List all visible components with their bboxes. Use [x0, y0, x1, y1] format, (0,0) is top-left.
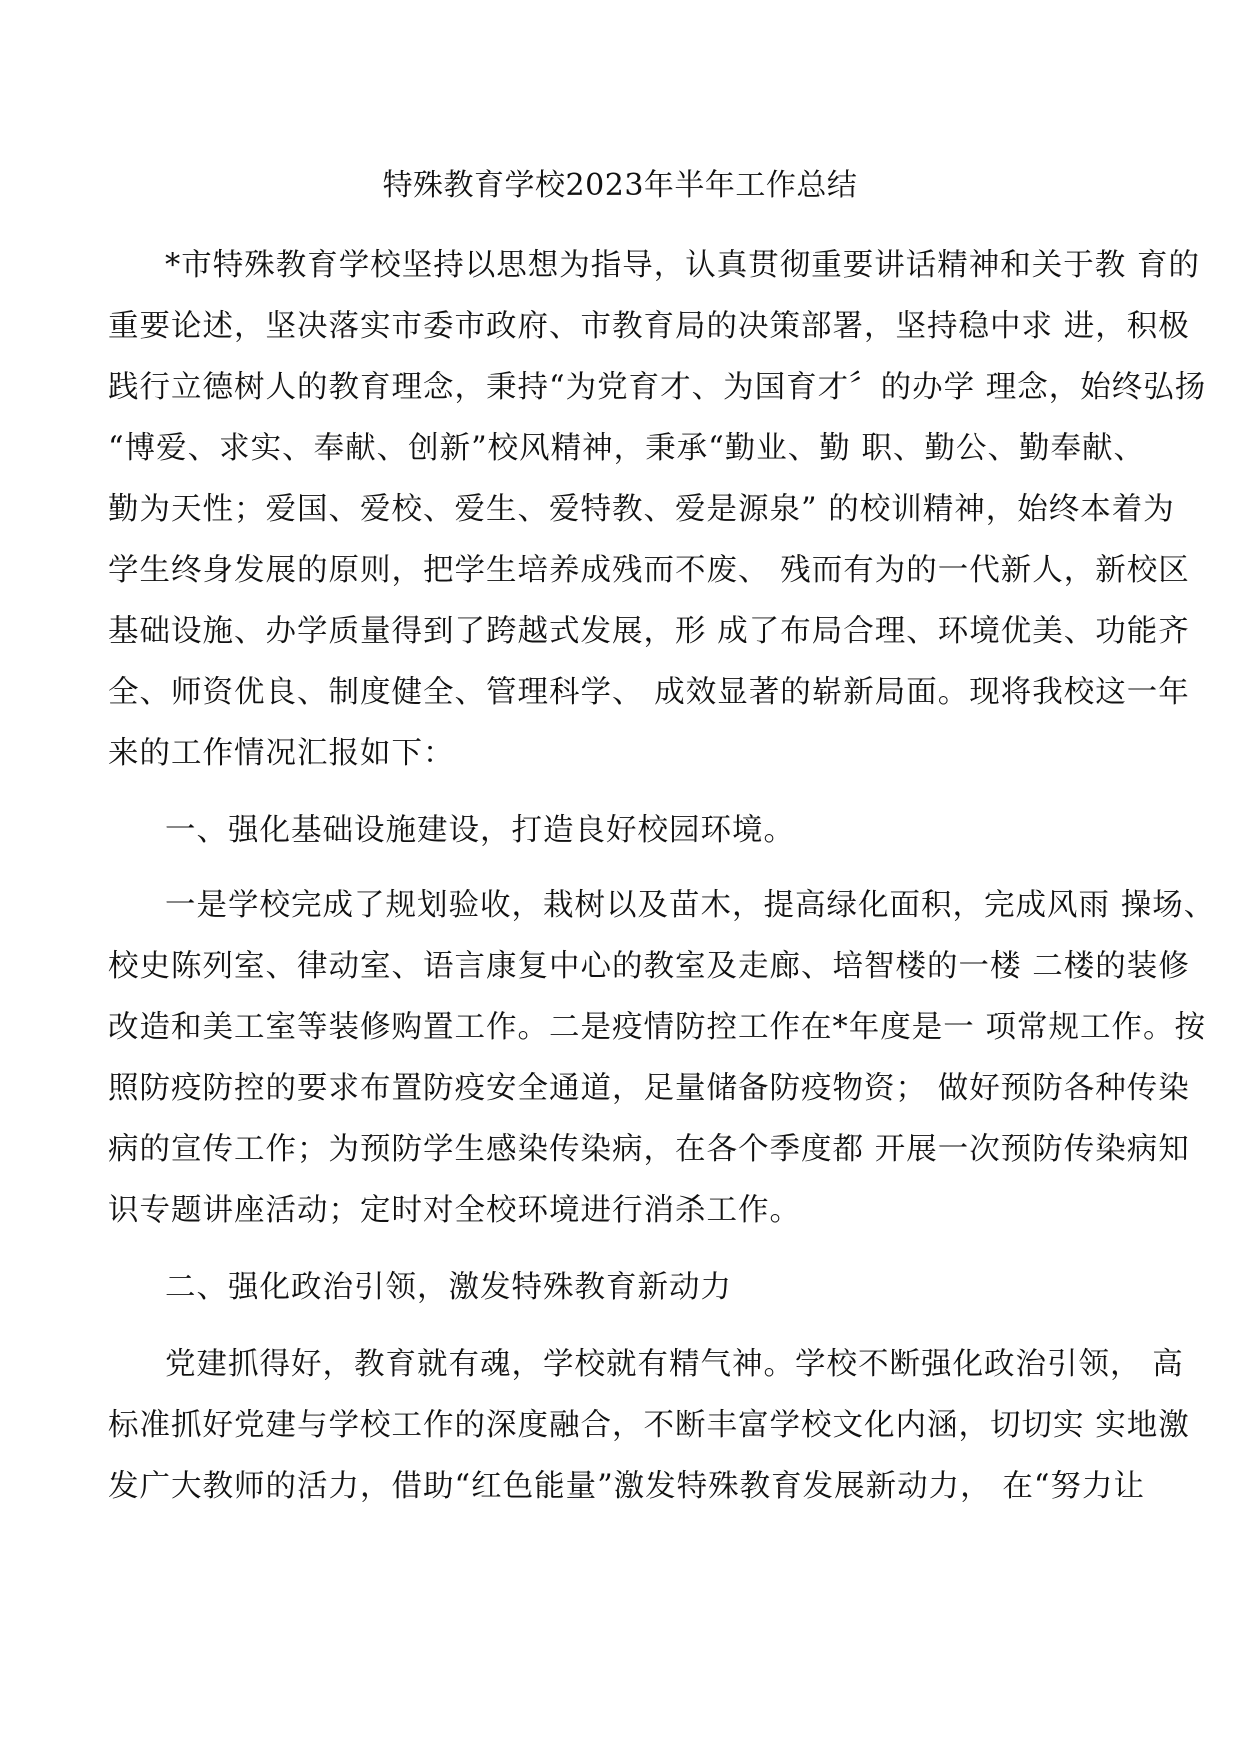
- paragraph-line: 一是学校完成了规划验收，栽树以及苗木，提高绿化面积，完成风雨 操场、: [165, 888, 1216, 923]
- paragraph-line: 改造和美工室等装修购置工作。二是疫情防控工作在*年度是一 项常规工作。按: [108, 1010, 1206, 1045]
- section-heading: 二、强化政治引领，激发特殊教育新动力: [165, 1270, 732, 1305]
- paragraph-line: 识专题讲座活动；定时对全校环境进行消杀工作。: [108, 1193, 801, 1228]
- document-title: 特殊教育学校2023年半年工作总结: [382, 168, 858, 203]
- paragraph-line: 重要论述，坚决落实市委市政府、市教育局的决策部署，坚持稳中求 进，积极: [108, 309, 1190, 344]
- paragraph-line: 发广大教师的活力，借助“红色能量”激发特殊教育发展新动力， 在“努力让: [108, 1469, 1145, 1504]
- section-heading: 一、强化基础设施建设，打造良好校园环境。: [165, 813, 795, 848]
- paragraph-line: “博爱、求实、奉献、创新”校风精神，秉承“勤业、勤 职、勤公、勤奉献、: [108, 431, 1145, 466]
- paragraph-line: 照防疫防控的要求布置防疫安全通道，足量储备防疫物资； 做好预防各种传染: [108, 1071, 1190, 1106]
- paragraph-line: 标准抓好党建与学校工作的深度融合，不断丰富学校文化内涵，切切实 实地激: [108, 1408, 1190, 1443]
- paragraph-line: *市特殊教育学校坚持以思想为指导，认真贯彻重要讲话精神和关于教 育的: [165, 248, 1200, 283]
- paragraph-line: 全、师资优良、制度健全、管理科学、 成效显著的崭新局面。现将我校这一年: [108, 675, 1190, 710]
- paragraph-line: 学生终身发展的原则，把学生培养成残而不废、 残而有为的一代新人，新校区: [108, 553, 1190, 588]
- paragraph-line: 校史陈列室、律动室、语言康复中心的教室及走廊、培智楼的一楼 二楼的装修: [108, 949, 1190, 984]
- paragraph-line: 来的工作情况汇报如下：: [108, 736, 455, 771]
- paragraph-line: 践行立德树人的教育理念，秉持“为党育才、为国育才〞的办学 理念，始终弘扬: [108, 370, 1207, 405]
- paragraph-line: 党建抓得好，教育就有魂，学校就有精气神。学校不断强化政治引领， 高: [165, 1347, 1184, 1382]
- paragraph-line: 病的宣传工作；为预防学生感染传染病，在各个季度都 开展一次预防传染病知: [108, 1132, 1190, 1167]
- paragraph-line: 基础设施、办学质量得到了跨越式发展，形 成了布局合理、环境优美、功能齐: [108, 614, 1190, 649]
- paragraph-line: 勤为天性；爱国、爱校、爱生、爱特教、爱是源泉” 的校训精神，始终本着为: [108, 492, 1175, 527]
